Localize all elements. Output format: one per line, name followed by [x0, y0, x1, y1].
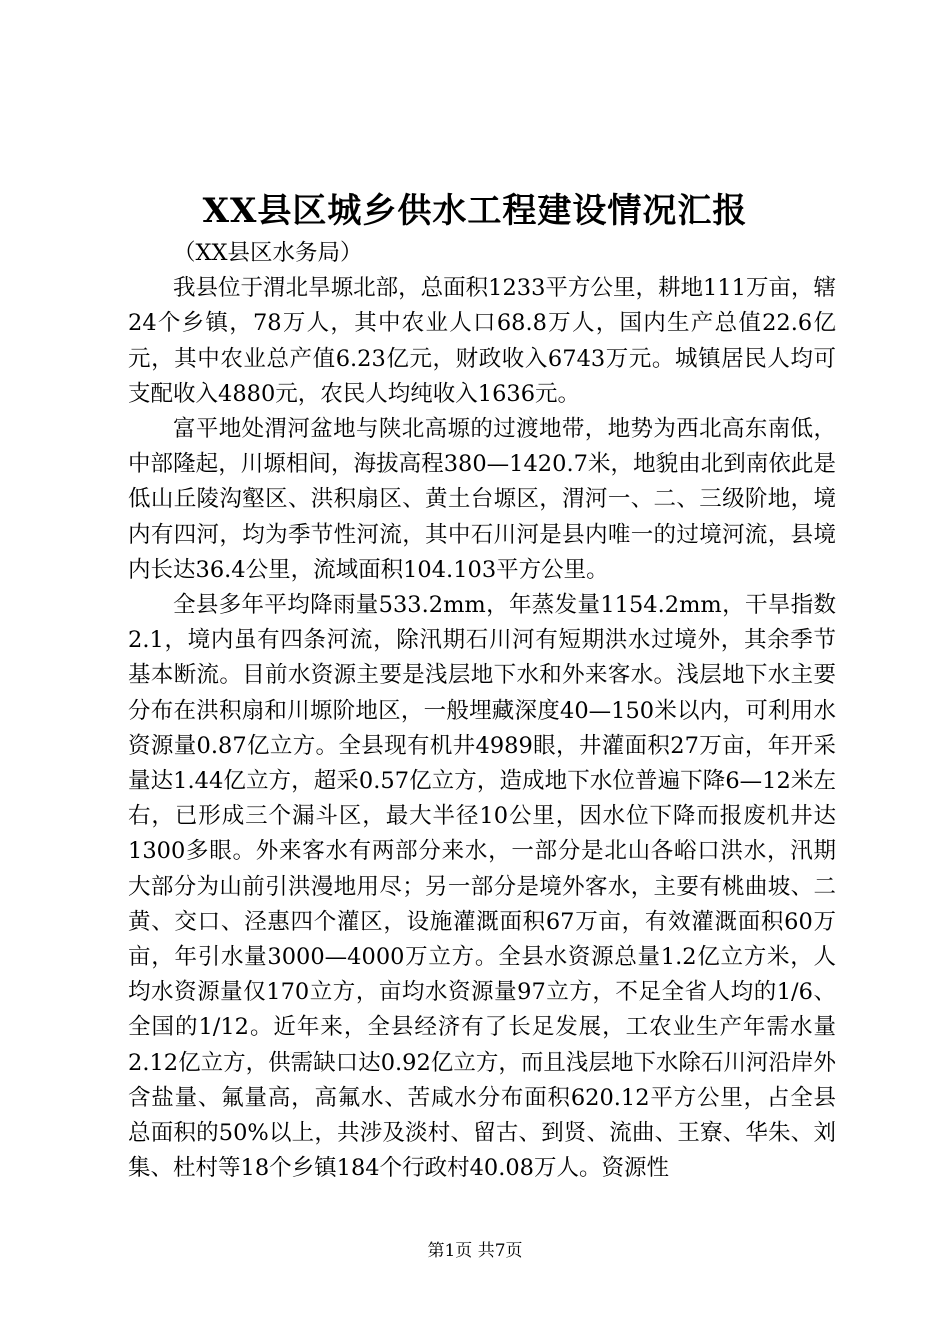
document-body	[128, 236, 836, 1186]
page-footer: 第1页 共7页	[427, 1241, 523, 1261]
author-line: （XX县区水务局）	[173, 240, 363, 266]
paragraph-water-resources: 全县多年平均降雨量533.2mm，年蒸发量1154.2mm，干旱指数2.1，境内虽有四条河流，除汛期石川河有短期洪水过境外，其余季节基本断流。目前水资源主要是浅层地下水和外来客水。浅层地下水主要分布在洪积扇和川塬阶地区，一般埋藏深度40—150米以内，可利用水资源量0.87亿立方。全县现有机井4989眼，井灌面积27万亩，年开采量达1.44亿立方，超采0.57亿立方，造成地下水位普遍下降6—12米左右，已形成三个漏斗区，最大半径10公里，因水位下降而报废机井达1300多眼。外来客水有两部分来水，一部分是北山各峪口洪水，汛期大部分为山前引洪漫地用尽；另一部分是境外客水，主要有桃曲坡、二黄、交口、泾惠四个灌区，设施灌溉面积67万亩，有效灌溉面积60万亩，年引水量3000—4000万立方。全县水资源总量1.2亿立方米，人均水资源量仅170立方，亩均水资源量97立方，不足全省人均的1/6、全国的1/12。近年来，全县经济有了长足发展，工农业生产年需水量2.12亿立方，供需缺口达0.92亿立方，而且浅层地下水除石川河沿岸外含盐量、氟量高，高氟水、苦咸水分布面积620.12平方公里，占全县总面积的50%以上，共涉及淡村、留古、到贤、流曲、王寮、华朱、刘集、杜村等18个乡镇184个行政村40.08万人。资源性	[128, 592, 836, 1182]
paragraph-overview: 我县位于渭北旱塬北部，总面积1233平方公里，耕地111万亩，辖24个乡镇，78万人，其中农业人口68.8万人，国内生产总值22.6亿元，其中农业总产值6.23亿元，财政收入6743万元。城镇居民人均可支配收入4880元，农民人均纯收入1636元。	[128, 275, 836, 407]
paragraph-geography: 富平地处渭河盆地与陕北高塬的过渡地带，地势为西北高东南低，中部隆起，川塬相间，海拔高程380—1420.7米，地貌由北到南依此是低山丘陵沟壑区、洪积扇区、黄土台塬区，渭河一、二、三级阶地，境内有四河，均为季节性河流，其中石川河是县内唯一的过境河流，县境内长达36.4公里，流域面积104.103平方公里。	[128, 416, 836, 583]
document-title: XX县区城乡供水工程建设情况汇报	[202, 191, 748, 231]
